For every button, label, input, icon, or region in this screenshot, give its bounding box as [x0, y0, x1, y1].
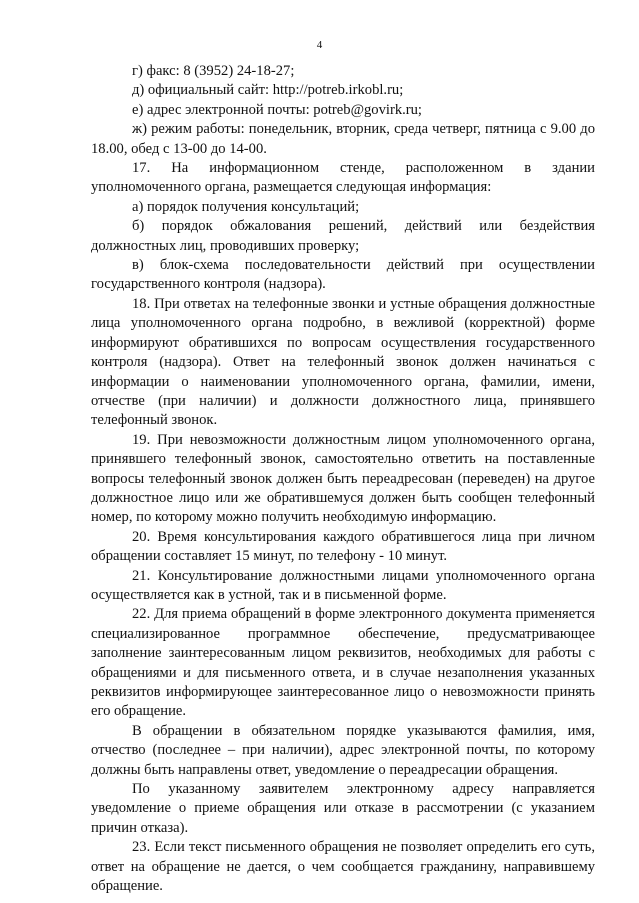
- paragraph-17c: в) блок-схема последовательности действий при осуществлении государственного контроля (надзора).: [91, 257, 595, 293]
- paragraph-19: 19. При невозможности должностным лицом уполномоченного органа, принявшего телефонный звонок, самостоятельно ответить на поставленные вопросы телефонный звонок должен быть переадресован (переведен) на другое должностное лицо или же обратившемуся должен быть сообщен телефонный номер, по которому можно получить необходимую информацию.: [91, 431, 595, 526]
- paragraph-17: 17. На информационном стенде, расположенном в здании уполномоченного органа, размещается следующая информация:: [91, 160, 595, 196]
- paragraph-22: 22. Для приема обращений в форме электронного документа применяется специализированное программное обеспечение, предусматривающее заполнение заинтересованным лицом реквизитов, необходимых для работы с обращениями и для письменного ответа, и в случае незаполнения указанных реквизитов информирующее заинтересованное лицо о невозможности принять его обращение.: [91, 606, 595, 720]
- paragraph-22-required-fields: В обращении в обязательном порядке указываются фамилия, имя, отчество (последнее – при наличии), адрес электронной почты, по которому должны быть направлены ответ, уведомление о переадресации обращения.: [91, 722, 595, 778]
- page-number: 4: [316, 39, 323, 51]
- paragraph-17a: а) порядок получения консультаций;: [132, 198, 360, 215]
- paragraph-21: 21. Консультирование должностными лицами уполномоченного органа осуществляется как в устной, так и в письменной форме.: [91, 567, 595, 603]
- paragraph-18: 18. При ответах на телефонные звонки и устные обращения должностные лица уполномоченного органа подробно, в вежливой (корректной) форме информируют обратившихся по вопросам осуществления государственного контроля (надзора). Ответ на телефонный звонок должен начинаться с информации о наименовании уполномоченного органа, фамилии, имени, отчестве (при наличии) и должности должностного лица, принявшего телефонный звонок.: [91, 295, 595, 429]
- paragraph-website: д) официальный сайт: http://potreb.irkobl.ru;: [132, 82, 404, 99]
- paragraph-23: 23. Если текст письменного обращения не позволяет определить его суть, ответ на обращение не дается, о чем сообщается гражданину, направившему обращение.: [91, 839, 595, 895]
- paragraph-email: е) адрес электронной почты: potreb@govirk.ru;: [132, 101, 422, 118]
- document-body: [91, 62, 595, 896]
- paragraph-22-notification: По указанному заявителем электронному адресу направляется уведомление о приеме обращения или отказе в рассмотрении (с указанием причин отказа).: [91, 781, 595, 836]
- paragraph-fax: г) факс: 8 (3952) 24-18-27;: [132, 63, 295, 79]
- paragraph-17b: б) порядок обжалования решений, действий или бездействия должностных лиц, проводивших проверку;: [91, 218, 595, 254]
- paragraph-20: 20. Время консультирования каждого обратившегося лица при личном обращении составляет 15 минут, по телефону - 10 минут.: [91, 528, 595, 565]
- paragraph-work-hours: ж) режим работы: понедельник, вторник, среда четверг, пятница с 9.00 до 18.00, обед с 13-00 до 14-00.: [91, 121, 595, 157]
